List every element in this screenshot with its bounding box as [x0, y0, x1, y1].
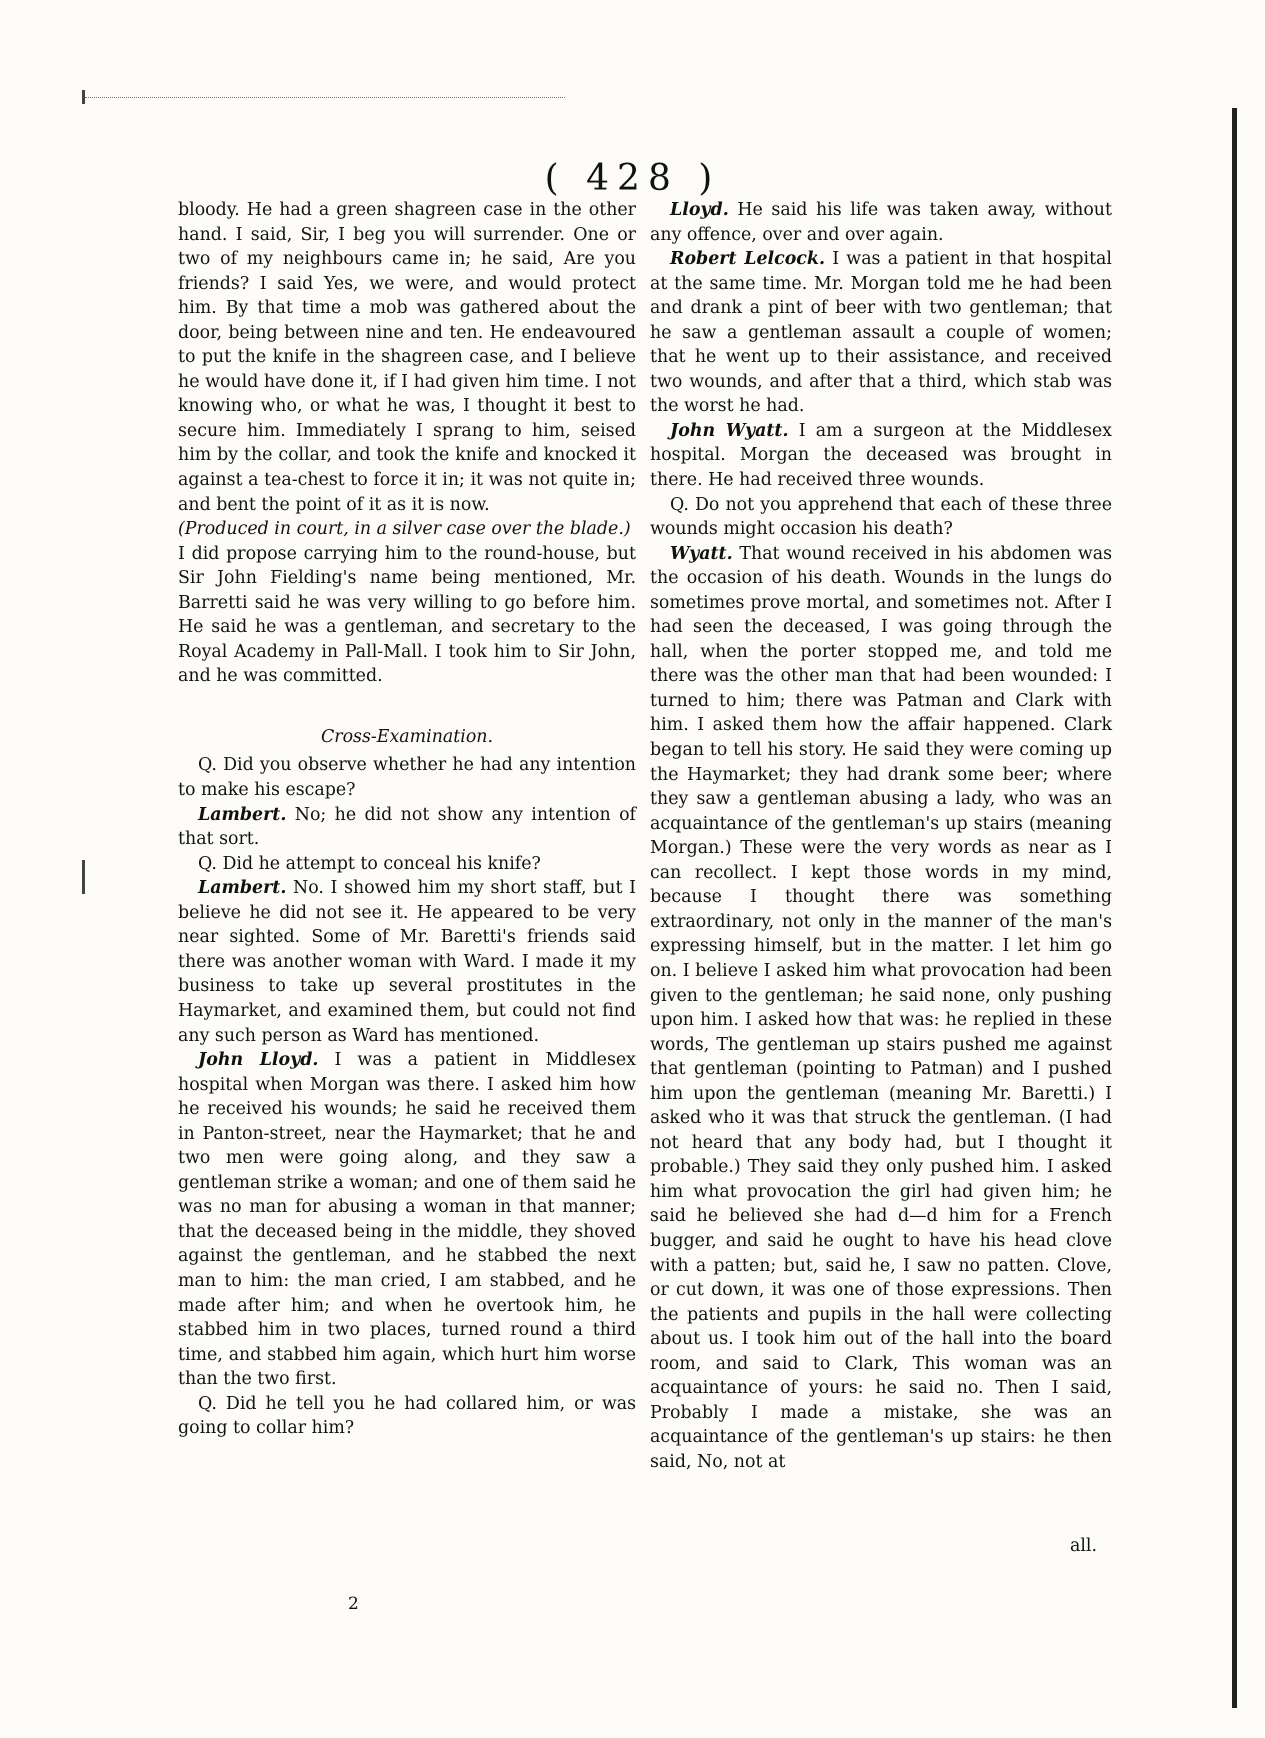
margin-mark — [82, 860, 85, 894]
margin-mark — [82, 90, 85, 104]
left-column — [178, 198, 636, 1441]
catchword: all. — [1070, 1536, 1098, 1556]
page-number: ( 428 ) — [544, 158, 721, 199]
speaker-name: Robert Lelcock. — [670, 249, 825, 270]
testimony: Lambert. No. I showed him my short staff, but I believe he did not see it. He appeared to be very near sighted. Some of Mr. Baretti's friends said there was another woman with Ward. I made it my business to take up several prostitutes in the Haymarket, and examined them, but could not find any such person as Ward has mentioned. — [178, 878, 636, 1046]
testimony: John Wyatt. I am a surgeon at the Middlesex hospital. Morgan the deceased was brought in there. He had received three wounds. — [650, 420, 1112, 491]
top-rule — [85, 97, 565, 98]
testimony: Lloyd. He said his life was taken away, without any offence, over and over again. — [650, 200, 1112, 245]
speaker-name: John Wyatt. — [670, 420, 789, 441]
paragraph: I did propose carrying him to the round-house, but Sir John Fielding's name being mentioned, Mr. Barretti said he was very willing to go before him. He said he was a gentleman, and secretary to the Royal Academy in Pall-Mall. I took him to Sir John, and he was committed. — [178, 543, 636, 687]
testimony: Lambert. No; he did not show any intention of that sort. — [178, 804, 636, 850]
italic-note: (Produced in court, in a silver case over the blade.) — [178, 519, 631, 540]
question: Q. Did he attempt to conceal his knife? — [198, 853, 541, 874]
section-heading: Cross-Examination. — [320, 726, 494, 747]
testimony: Wyatt. That wound received in his abdomen was the occasion of his death. Wounds in the lungs do sometimes prove mortal, and sometimes not. After I had seen the deceased, I was going through the hall, when the porter stopped me, and told me there was the other man that had been wounded: I turned to him; there was Patman and Clark with him. I asked them how the affair happened. Clark began to tell his story. He said they were coming up the Haymarket; they had drank some beer; where they saw a gentleman abusing a lady, who was an acquaintance of the gentleman's up stairs (meaning Morgan.) These were the very words as near as I can recollect. I kept those words in my mind, because I thought there was something extraordinary, not only in the manner of the man's expressing himself, but in the matter. I let him go on. I believe I asked him what provocation had been given to the gentleman; he said none, only pushing upon him. I asked how that was: he replied in these words, The gentleman up stairs pushed me against that gentleman (pointing to Patman) and I pushed him upon the gentleman (meaning Mr. Baretti.) I asked who it was that struck the gentleman. (I had not heard that any body had, but I thought it probable.) They said they only pushed him. I asked him what provocation the girl had given him; he said he believed she had d—d him for a French bugger, and said he ought to have his head clove with a patten; but, said he, I saw no patten. Clove, or cut down, it was one of those expressions. Then the patients and pupils in the hall were collecting about us. I took him out of the hall into the board room, and said to Clark, This woman was an acquaintance of yours: he said no. Then I said, Probably I made a mistake, she was an acquaintance of the gentleman's up stairs: he then said, No, not at — [650, 543, 1112, 1472]
question: Q. Did you observe whether he had any intention to make his escape? — [178, 755, 636, 801]
speaker-name: Lambert. — [198, 804, 287, 825]
signature-mark: 2 — [348, 1594, 359, 1614]
question: Q. Do not you apprehend that each of these three wounds might occasion his death? — [650, 494, 1112, 540]
page-edge-mark — [1232, 108, 1237, 1708]
speaker-name: Wyatt. — [670, 543, 733, 564]
testimony: Robert Lelcock. I was a patient in that hospital at the same time. Mr. Morgan told me he had been and drank a pint of beer with two gentleman; that he saw a gentleman assault a couple of women; that he went up to their assistance, and received two wounds, and after that a third, which stab was the worst he had. — [650, 249, 1112, 417]
speaker-name: John Lloyd. — [198, 1050, 319, 1071]
speaker-name: Lambert. — [198, 878, 287, 899]
paragraph: bloody. He had a green shagreen case in the other hand. I said, Sir, I beg you will surrender. One or two of my neighbours came in; he said, Are you friends? I said Yes, we were, and would protect him. By that time a mob was gathered about the door, being between nine and ten. He endeavoured to put the knife in the shagreen case, and I believe he would have done it, if I had given him time. I not knowing who, or what he was, I thought it best to secure him. Immediately I sprang to him, seised him by the collar, and took the knife and knocked it against a tea-chest to force it in; it was not quite in; and bent the point of it as it is now. — [178, 200, 636, 515]
speaker-name: Lloyd. — [670, 200, 729, 220]
testimony: John Lloyd. I was a patient in Middlesex hospital when Morgan was there. I asked him how he received his wounds; he said he received them in Panton-street, near the Haymarket; that he and two men were going along, and they saw a gentleman strike a woman; and one of them said he was no man for abusing a woman in that manner; that the deceased being in the middle, they shoved against the gentleman, and he stabbed the next man to him: the man cried, I am stabbed, and he made after him; and when he overtook him, he stabbed him in two places, turned round a third time, and stabbed him again, which hurt him worse than the two first. — [178, 1050, 636, 1390]
question: Q. Did he tell you he had collared him, or was going to collar him? — [178, 1393, 636, 1439]
right-column — [650, 198, 1112, 1474]
